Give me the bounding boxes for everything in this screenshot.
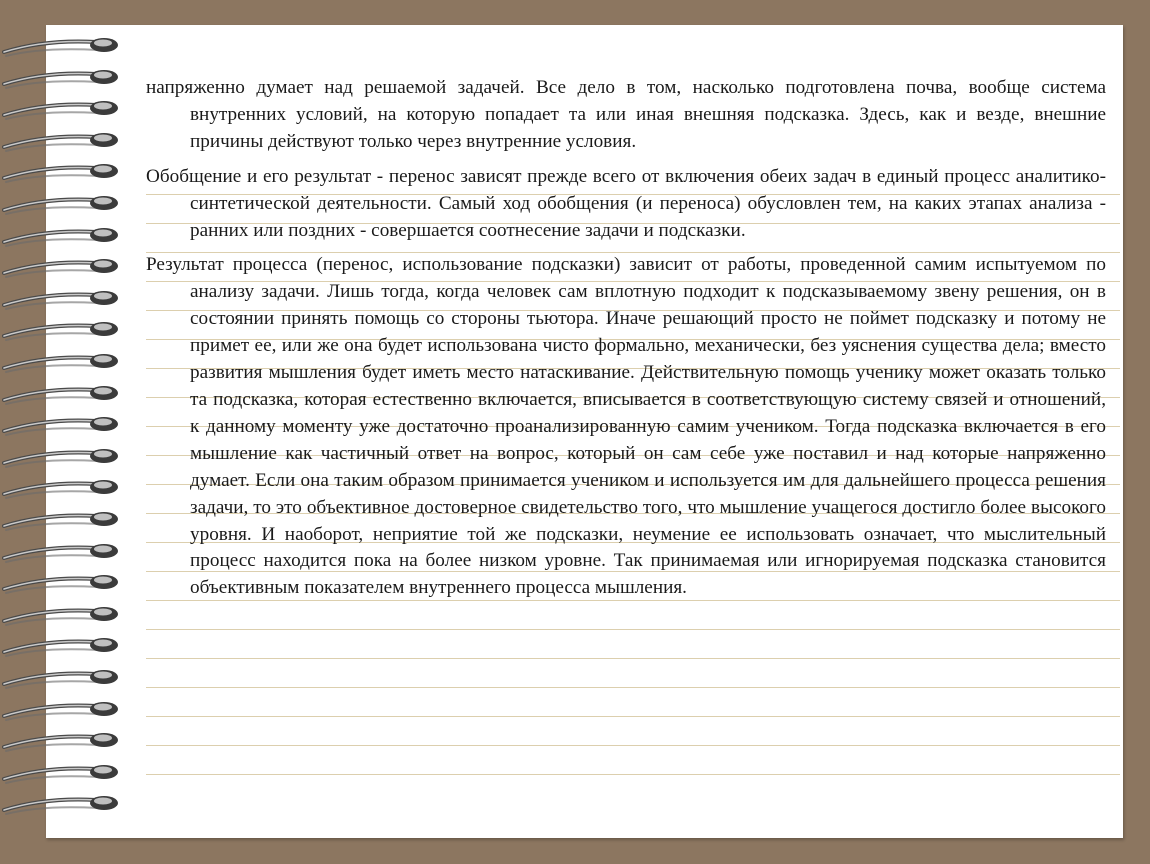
spiral-coil [0,314,130,344]
paragraph-3: Результат процесса (перенос, использование подсказки) зависит от работы, проведенной самим испытуемом по анализу задачи. Лишь тогда, когда человек сам вплотную подходит к подсказываемому звену решения, он в состоянии принять помощь со стороны тьютора. Иначе решающий просто не поймет подсказку и потому не примет ее, или же она будет использована чисто формально, механически, без уяснения существа дела; вместо развития мышления будет иметь место натаскивание. Действительную помощь ученику может оказать только та подсказка, которая естественно включается, вписывается в соответствующую систему связей и отношений, к данному моменту уже достаточно проанализированную самим учеником. Тогда подсказка включается в его мышление как частичный ответ на вопрос, который он сам себе уже поставил и над которые напряженно думает. Если она таким образом принимается учеником и используется им для дальнейшего процесса решения задачи, то это объективное достоверное свидетельство того, что мышление учащегося достигло более высокого уровня. И наоборот, неприятие той же подсказки, неумение ее использовать означает, что мыслительный процесс находится пока на более низком уровне. Так принимаемая или игнорируемая подсказка становится объективным показателем внутреннего процесса мышления. [146,254,1106,599]
rule-line [146,774,1120,775]
spiral-coil [0,725,130,755]
spiral-coil [0,188,130,218]
spiral-coil [0,662,130,692]
spiral-coil [0,346,130,376]
spiral-coil [0,93,130,123]
spiral-coil [0,472,130,502]
rule-line [146,658,1120,659]
spiral-coil [0,567,130,597]
paragraph-1: напряженно думает над решаемой задачей. Все дело в том, насколько подготовлена почва, вообще система внутренних условий, на которую попадает та или иная внешняя подсказка. Здесь, как и везде, внешние причины действуют только через внутренние условия. [146,77,1106,152]
spiral-coil [0,283,130,313]
spiral-coil [0,599,130,629]
rule-line [146,687,1120,688]
spiral-coil [0,62,130,92]
spiral-coil [0,156,130,186]
page-text [146,75,1106,610]
spiral-coil [0,30,130,60]
spiral-coil [0,125,130,155]
rule-line [146,629,1120,630]
paragraph-2: Обобщение и его результат - перенос зависят прежде всего от включения обеих задач в единый процесс аналитико-синтетической деятельности. Самый ход обобщения (и переноса) обусловлен тем, на каких этапах анализа - ранних или поздних - совершается соотнесение задачи и подсказки. [146,165,1106,241]
rule-line [146,716,1120,717]
spiral-coil [0,409,130,439]
spiral-coil [0,251,130,281]
spiral-coil [0,630,130,660]
spiral-coil [0,757,130,787]
spiral-coil [0,694,130,724]
spiral-coil [0,378,130,408]
spiral-coil [0,504,130,534]
spiral-coil [0,441,130,471]
rule-line [146,745,1120,746]
spiral-coil [0,220,130,250]
spiral-coil [0,536,130,566]
spiral-binding [0,0,130,864]
spiral-coil [0,788,130,818]
